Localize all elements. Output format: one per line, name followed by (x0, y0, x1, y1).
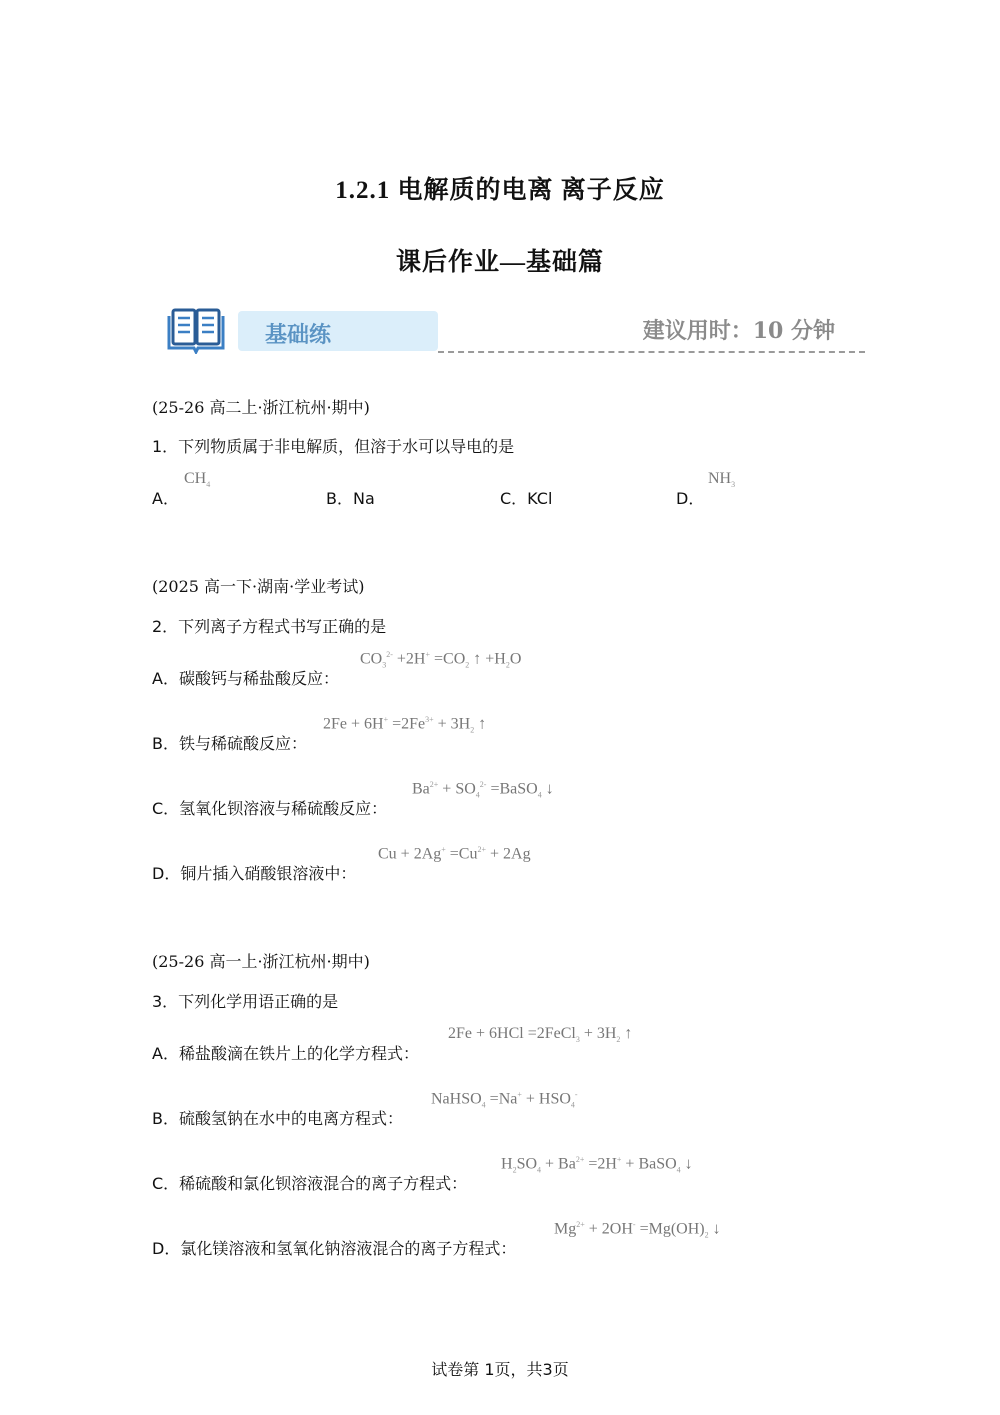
formula: 2Fe + 6HCl =2FeCl$_3$ + $3H_2$ ↑ (448, 1025, 633, 1045)
formula: $2Fe + 6H^+ =2Fe^{3+} + 3H_2$ ↑ (323, 715, 487, 735)
formula: $Ba^{2+} + SO_4^{2-}$ =BaSO$_4$ ↓ (412, 780, 554, 800)
question-source: (25-26 高一上·浙江杭州·期中) (152, 952, 370, 971)
page-subtitle: 课后作业—基础篇 (395, 249, 604, 276)
section-tag (238, 311, 438, 351)
page-title: 1.2.1 电解质的电离 离子反应 (335, 177, 665, 204)
question-stem: 2．下列离子方程式书写正确的是 (152, 617, 387, 636)
formula: $Cu + 2Ag^+ =Cu^{2+} + 2Ag$ (378, 845, 531, 863)
question-stem: 1．下列物质属于非电解质，但溶于水可以导电的是 (152, 437, 515, 456)
formula: NaHSO$_4$ $=Na^+ + HSO_4^-$ (431, 1090, 578, 1110)
option-c[interactable]: C．稀硫酸和氯化钡溶液混合的离子方程式： (152, 1174, 468, 1193)
option-a[interactable] (152, 486, 179, 509)
section-banner (165, 306, 865, 356)
question-stem: 3．下列化学用语正确的是 (152, 992, 339, 1011)
open-book-icon (165, 306, 227, 354)
formula: $CH_4$ (184, 470, 211, 490)
option-c[interactable]: C．KCl (500, 489, 553, 508)
suggested-time: 建议用时：10 分钟 (642, 318, 835, 344)
formula: $NH_3$ (708, 470, 736, 490)
option-b[interactable]: B．硫酸氢钠在水中的电离方程式： (152, 1109, 403, 1128)
option-d[interactable]: D．氯化镁溶液和氢氧化钠溶液混合的离子方程式： (152, 1239, 517, 1258)
option-b[interactable]: B．铁与稀硫酸反应： (152, 734, 307, 753)
section-tag-label: 基础练 (265, 322, 332, 348)
formula: $H_2SO_4 + Ba^{2+} =2H^+$ + BaSO$_4$ ↓ (501, 1155, 693, 1175)
option-a[interactable]: A．碳酸钙与稀盐酸反应： (152, 669, 339, 688)
question-source: (25-26 高二上·浙江杭州·期中) (152, 398, 370, 417)
option-b[interactable]: B．Na (326, 489, 375, 508)
formula: $Mg^{2+} + 2OH^- =Mg(OH)_2$ ↓ (554, 1220, 721, 1240)
option-c[interactable]: C．氢氧化钡溶液与稀硫酸反应： (152, 799, 388, 818)
option-label: D． (676, 489, 705, 508)
option-d[interactable]: D．铜片插入硝酸银溶液中： (152, 864, 357, 883)
option-label: A． (152, 489, 179, 508)
page-footer: 试卷第 1页，共3页 (431, 1360, 569, 1379)
option-d[interactable] (676, 486, 704, 509)
question-source: (2025 高一下·湖南·学业考试) (152, 577, 365, 596)
option-a[interactable]: A．稀盐酸滴在铁片上的化学方程式： (152, 1044, 419, 1063)
banner-divider (438, 351, 865, 353)
formula: $CO_3^{2-} +2H^+ =CO_2$ ↑ $+H_2O$ (360, 650, 522, 670)
